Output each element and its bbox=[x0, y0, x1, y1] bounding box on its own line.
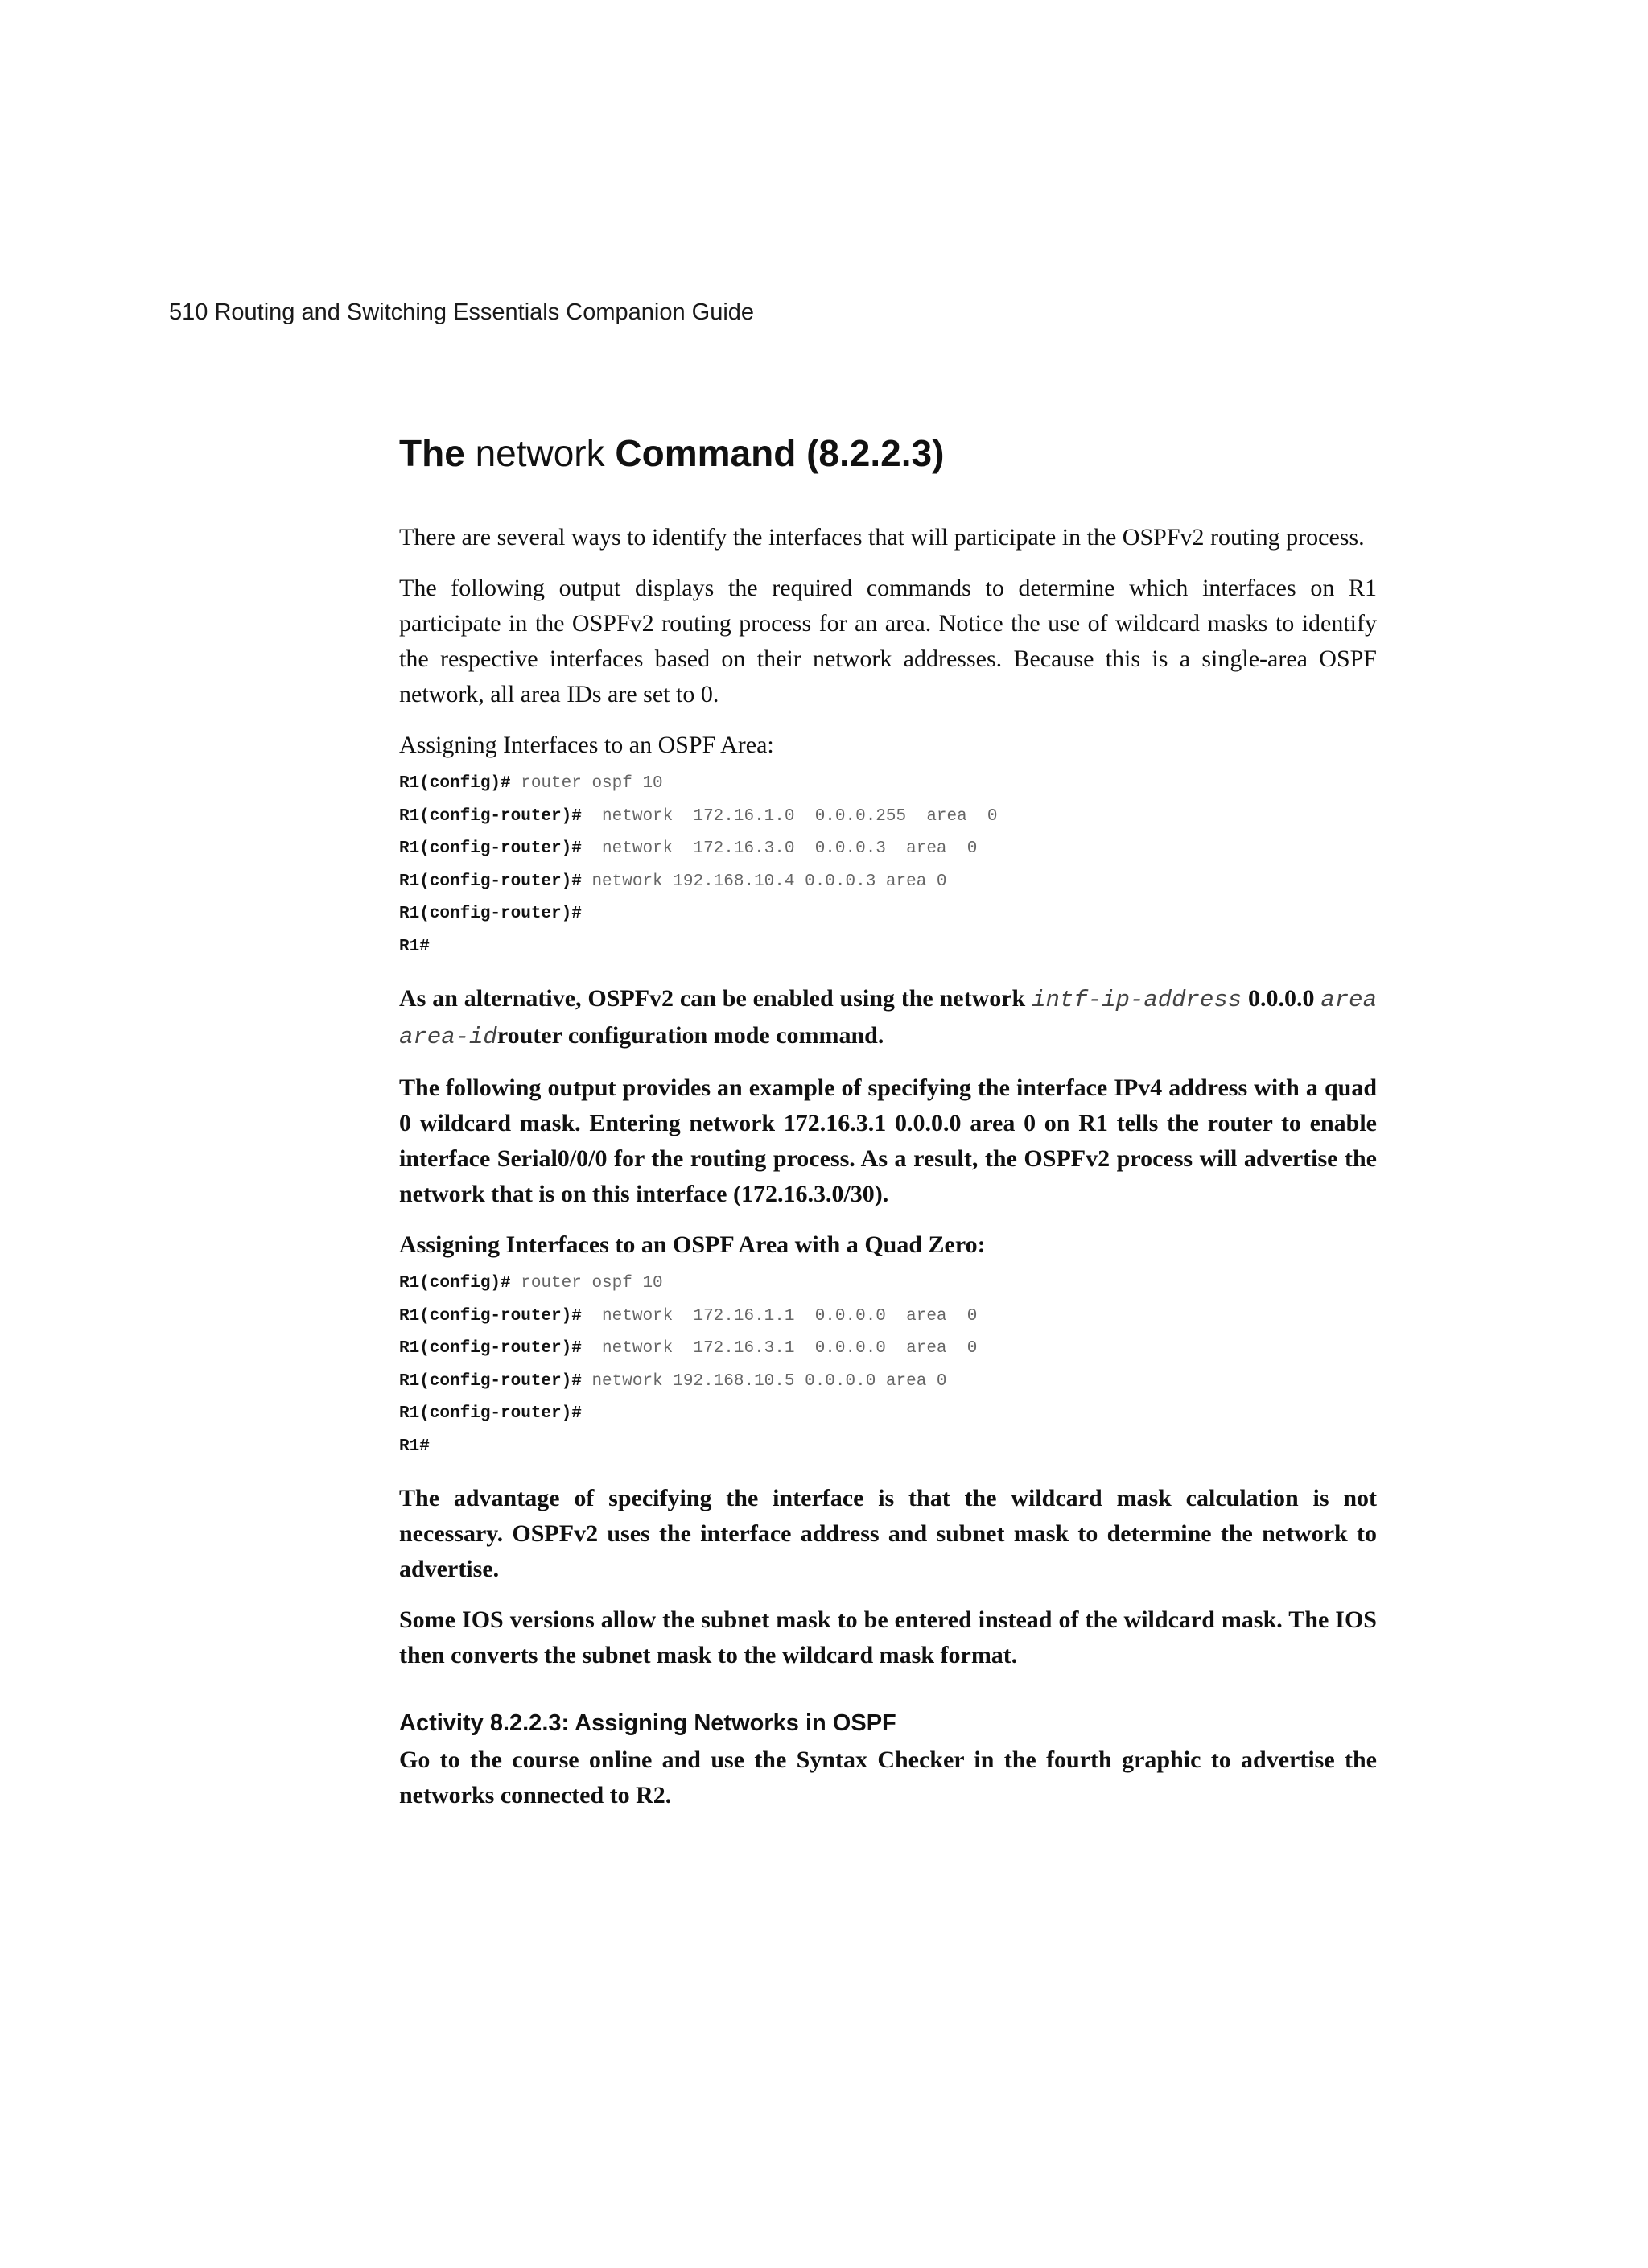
section-title-part1: The bbox=[399, 432, 465, 474]
code-block-quad-zero bbox=[399, 1268, 1377, 1463]
code-command: network 192.168.10.5 0.0.0.0 area 0 bbox=[581, 1371, 947, 1391]
code-prompt: R1(config-router)# bbox=[399, 839, 582, 858]
paragraph-alternative bbox=[399, 981, 1377, 1055]
code-line bbox=[399, 801, 1377, 834]
section-title bbox=[399, 425, 1377, 481]
code-prompt: R1(config-router)# bbox=[399, 905, 582, 923]
paragraph-subnet-mask: Some IOS versions allow the subnet mask to be entered instead of the wildcard mask. The IOS then converts the subnet mask to the wildcard mask format. bbox=[399, 1606, 1377, 1668]
code-line bbox=[399, 1268, 1377, 1301]
code-command: network 172.16.1.0 0.0.0.255 area 0 bbox=[581, 806, 998, 826]
caption-assigning-interfaces: Assigning Interfaces to an OSPF Area: bbox=[399, 732, 774, 758]
code-prompt: R1(config-router)# bbox=[399, 872, 582, 891]
paragraph-output-description: The following output displays the required commands to determine which interfaces on R1 participate in the OSPFv2 routing process for an area. Notice the use of wildcard masks to identify the respective interfaces based on their network addresses. Because this is a single-area OSPF network, all area IDs are set to 0. bbox=[399, 575, 1377, 707]
code-line bbox=[399, 1431, 1377, 1464]
code-command: router ospf 10 bbox=[510, 1274, 663, 1293]
code-block-wildcard bbox=[399, 768, 1377, 963]
paragraph-intro: There are several ways to identify the interfaces that will participate in the OSPFv2 routing process. bbox=[399, 524, 1365, 551]
alt-text-3: router configuration mode command. bbox=[496, 1022, 884, 1049]
code-line bbox=[399, 768, 1377, 801]
paragraph-advantage: The advantage of specifying the interface is that the wildcard mask calculation is not necessary. OSPFv2 uses the interface address and subnet mask to determine the network to advertise. bbox=[399, 1485, 1377, 1582]
code-prompt: R1# bbox=[399, 937, 430, 956]
code-line bbox=[399, 1333, 1377, 1366]
page-content bbox=[399, 425, 1377, 1813]
code-prompt: R1(config)# bbox=[399, 774, 511, 793]
code-command: network 172.16.3.0 0.0.0.3 area 0 bbox=[581, 839, 978, 858]
code-command: router ospf 10 bbox=[510, 774, 663, 793]
section-title-part3: Command (8.2.2.3) bbox=[615, 432, 945, 474]
caption-quad-zero: Assigning Interfaces to an OSPF Area with a Quad Zero: bbox=[399, 1231, 986, 1258]
code-line bbox=[399, 866, 1377, 899]
code-prompt: R1(config-router)# bbox=[399, 1306, 582, 1326]
code-prompt: R1(config-router)# bbox=[399, 806, 582, 826]
paragraph-quad-zero-example: The following output provides an example of specifying the interface IPv4 address with a quad 0 wildcard mask. Entering network 172.16.3.1 0.0.0.0 area 0 on R1 tells the router to enable interface Serial0/0/0 for the routing process. As a result, the OSPFv2 process will advertise the network that is on this interface (172.16.3.0/30). bbox=[399, 1074, 1377, 1207]
section-title-part2: network bbox=[475, 432, 605, 474]
alt-text-1: As an alternative, OSPFv2 can be enabled using the network bbox=[399, 985, 1032, 1012]
alt-text-2: 0.0.0.0 bbox=[1242, 985, 1321, 1012]
activity-body: Go to the course online and use the Syntax Checker in the fourth graphic to advertise the networks connected to R2. bbox=[399, 1746, 1377, 1808]
code-command: network 192.168.10.4 0.0.0.3 area 0 bbox=[581, 872, 947, 891]
code-line bbox=[399, 833, 1377, 866]
running-header: 510 Routing and Switching Essentials Companion Guide bbox=[169, 299, 755, 325]
code-line bbox=[399, 1301, 1377, 1334]
code-line bbox=[399, 1398, 1377, 1431]
code-prompt: R1(config)# bbox=[399, 1274, 511, 1293]
code-prompt: R1(config-router)# bbox=[399, 1339, 582, 1358]
code-line bbox=[399, 898, 1377, 931]
code-command: network 172.16.3.1 0.0.0.0 area 0 bbox=[581, 1339, 978, 1358]
code-prompt: R1# bbox=[399, 1437, 430, 1456]
code-line bbox=[399, 931, 1377, 964]
code-prompt: R1(config-router)# bbox=[399, 1371, 582, 1391]
code-prompt: R1(config-router)# bbox=[399, 1404, 582, 1423]
activity-title: Activity 8.2.2.3: Assigning Networks in OSPF bbox=[399, 1710, 896, 1736]
code-line bbox=[399, 1366, 1377, 1399]
alt-code-intf-ip-address: intf-ip-address bbox=[1032, 987, 1242, 1013]
alt-code-area-id: area area-id bbox=[399, 987, 1377, 1050]
code-command: network 172.16.1.1 0.0.0.0 area 0 bbox=[581, 1306, 978, 1326]
